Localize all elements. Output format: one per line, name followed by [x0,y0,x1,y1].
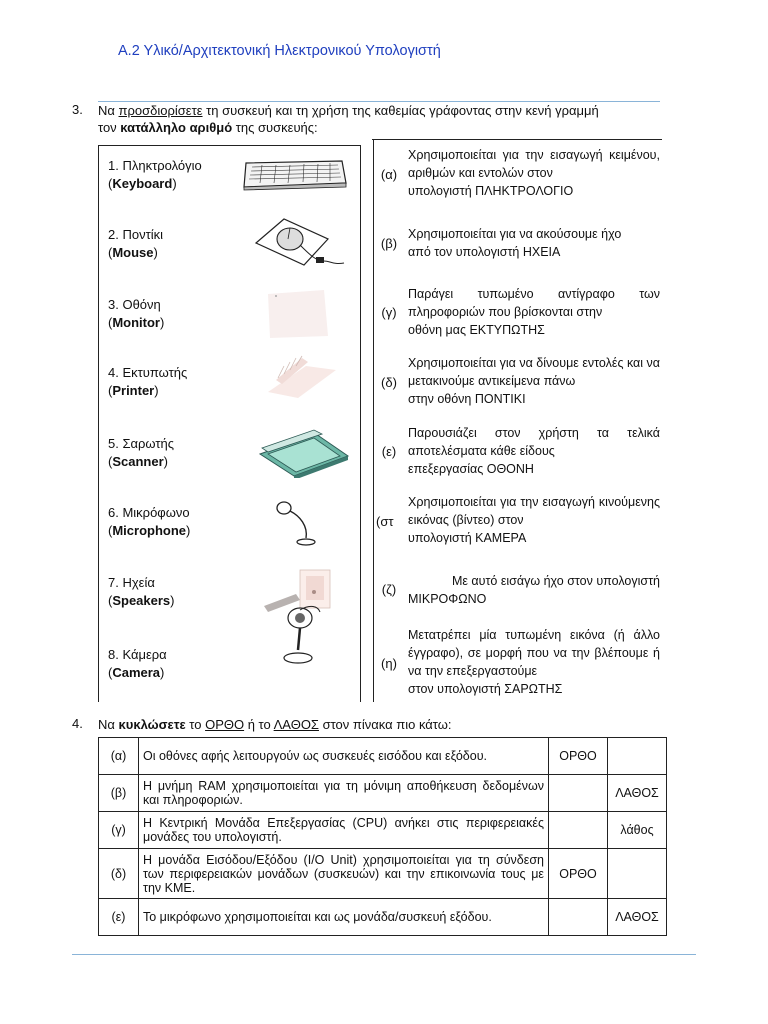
row-statement: Το μικρόφωνο χρησιμοποιείται και ως μονάδα/συσκευή εξόδου. [139,899,549,936]
use-letter: (δ) [381,375,397,390]
row-letter: (δ) [99,849,139,899]
device-item: 7. Ηχεία (Speakers) [108,575,175,608]
use-description: Χρησιμοποιείται για να δίνουμε εντολές και να μετακινούμε αντικείμενα πάνω στην οθόνη ΠΟΝΤΙΚΙ [408,356,660,406]
device-table-top [98,145,360,146]
page-header-title: Α.2 Υλικό/Αρχιτεκτονική Ηλεκτρονικού Υπολογιστή [118,43,441,59]
keyboard-icon [242,157,348,191]
camera-icon [270,600,342,670]
table-row [99,738,667,775]
device-item: 4. Εκτυπωτής (Printer) [108,365,188,398]
use-table-left [373,139,374,702]
use-description: Χρησιμοποιείται για να ακούσουμε ήχο από τον υπολογιστή ΗΧΕΙΑ [408,227,622,259]
answer-false-cell[interactable] [608,738,667,775]
question-3-line1 [98,102,663,119]
question-4-number: 4. [72,716,83,731]
question-3-number: 3. [72,102,83,117]
use-letter: (στ [376,514,394,529]
q3-text-f: της συσκευής: [232,120,318,135]
use-letter: (β) [380,236,398,251]
device-item: 8. Κάμερα (Camera) [108,647,167,680]
device-table-left [98,145,99,702]
monitor-icon [266,288,330,340]
row-statement: Η μονάδα Εισόδου/Εξόδου (I/O Unit) χρησιμοποιείται για τη σύνδεση των περιφερειακών μονάδων (συσκευών) και την επικοινωνία τους με την ΚΜΕ. [139,849,549,899]
q3-text-a: Να [98,103,119,118]
answer-true-cell[interactable] [549,899,608,936]
question-4-text: Να κυκλώσετε το ΟΡΘΟ ή το ΛΑΘΟΣ στον πίνακα πιο κάτω: [98,717,452,732]
q3-text-d: τον [98,120,121,135]
answer-false-cell[interactable] [608,849,667,899]
answer-true-cell[interactable] [549,775,608,812]
q3-text-b: προσδιορίσετε [118,103,203,118]
use-letter: (ζ) [381,582,397,597]
use-description: Παράγει τυπωμένο αντίγραφο των πληροφοριών που βρίσκονται στην οθόνη μας ΕΚΤΥΠΩΤΗΣ [408,287,660,337]
answer-true-cell[interactable] [549,812,608,849]
row-statement: Η μνήμη RAM χρησιμοποιείται για τη μόνιμη αποθήκευση δεδομένων και πληροφοριών. [139,775,549,812]
row-letter: (β) [99,775,139,812]
answer-false-cell[interactable]: λάθος [608,812,667,849]
table-row [99,899,667,936]
scanner-icon [258,426,350,478]
device-table-right [360,145,361,702]
answer-false-cell[interactable]: ΛΑΘΟΣ [608,899,667,936]
use-letter: (α) [380,167,398,182]
use-description: Χρησιμοποιείται για την εισαγωγή κινούμενης εικόνας (βίντεο) στον υπολογιστή ΚΑΜΕΡΑ [408,495,660,545]
answer-true-cell[interactable]: ΟΡΘΟ [549,849,608,899]
use-table-top [372,139,662,140]
mouse-icon [254,217,348,269]
device-item: 3. Οθόνη (Monitor) [108,297,165,330]
footer-rule [72,954,696,955]
q3-text-e: κατάλληλο αριθμό [120,120,233,135]
answer-false-cell[interactable]: ΛΑΘΟΣ [608,775,667,812]
use-letter: (ε) [381,444,397,459]
q3-text-c: τη συσκευή και τη χρήση της καθεμίας γράφοντας στην κενή γραμμή [202,103,599,118]
device-item: 5. Σαρωτής (Scanner) [108,436,175,469]
row-letter: (γ) [99,812,139,849]
use-letter: (γ) [381,305,397,320]
question-3-line2 [98,119,318,136]
row-statement: Οι οθόνες αφής λειτουργούν ως συσκευές εισόδου και εξόδου. [139,738,549,775]
table-row [99,849,667,899]
table-row [99,775,667,812]
use-description: Χρησιμοποιείται για την εισαγωγή κειμένου, αριθμών και εντολών στον υπολογιστή ΠΛΗΚΤΡΟΛΟΓΙΟ [408,148,660,198]
use-description: Με αυτό εισάγω ήχο στον υπολογιστή ΜΙΚΡΟΦΩΝΟ [408,574,660,606]
table-row [99,812,667,849]
row-statement: Η Κεντρική Μονάδα Επεξεργασίας (CPU) ανήκει στις περιφερειακές μονάδες του υπολογιστή. [139,812,549,849]
device-item: 2. Ποντίκι (Mouse) [108,227,163,260]
row-letter: (ε) [99,899,139,936]
row-letter: (α) [99,738,139,775]
use-letter: (η) [381,656,397,671]
use-description: Μετατρέπει μία τυπωμένη εικόνα (ή άλλο έγγραφο), σε μορφή που να την βλέπουμε ή να την επεξεργαστούμε στον υπολογιστή ΣΑΡΩΤΗΣ [408,628,660,696]
printer-icon [262,352,340,406]
use-description: Παρουσιάζει στον χρήστη τα τελικά αποτελέσματα κάθε είδους επεξεργασίας ΟΘΟΝΗ [408,426,660,476]
device-item: 1. Πληκτρολόγιο (Keyboard) [108,158,202,191]
device-item: 6. Μικρόφωνο (Microphone) [108,505,191,538]
microphone-icon [272,496,324,552]
answer-true-cell[interactable]: ΟΡΘΟ [549,738,608,775]
true-false-table [98,737,667,936]
